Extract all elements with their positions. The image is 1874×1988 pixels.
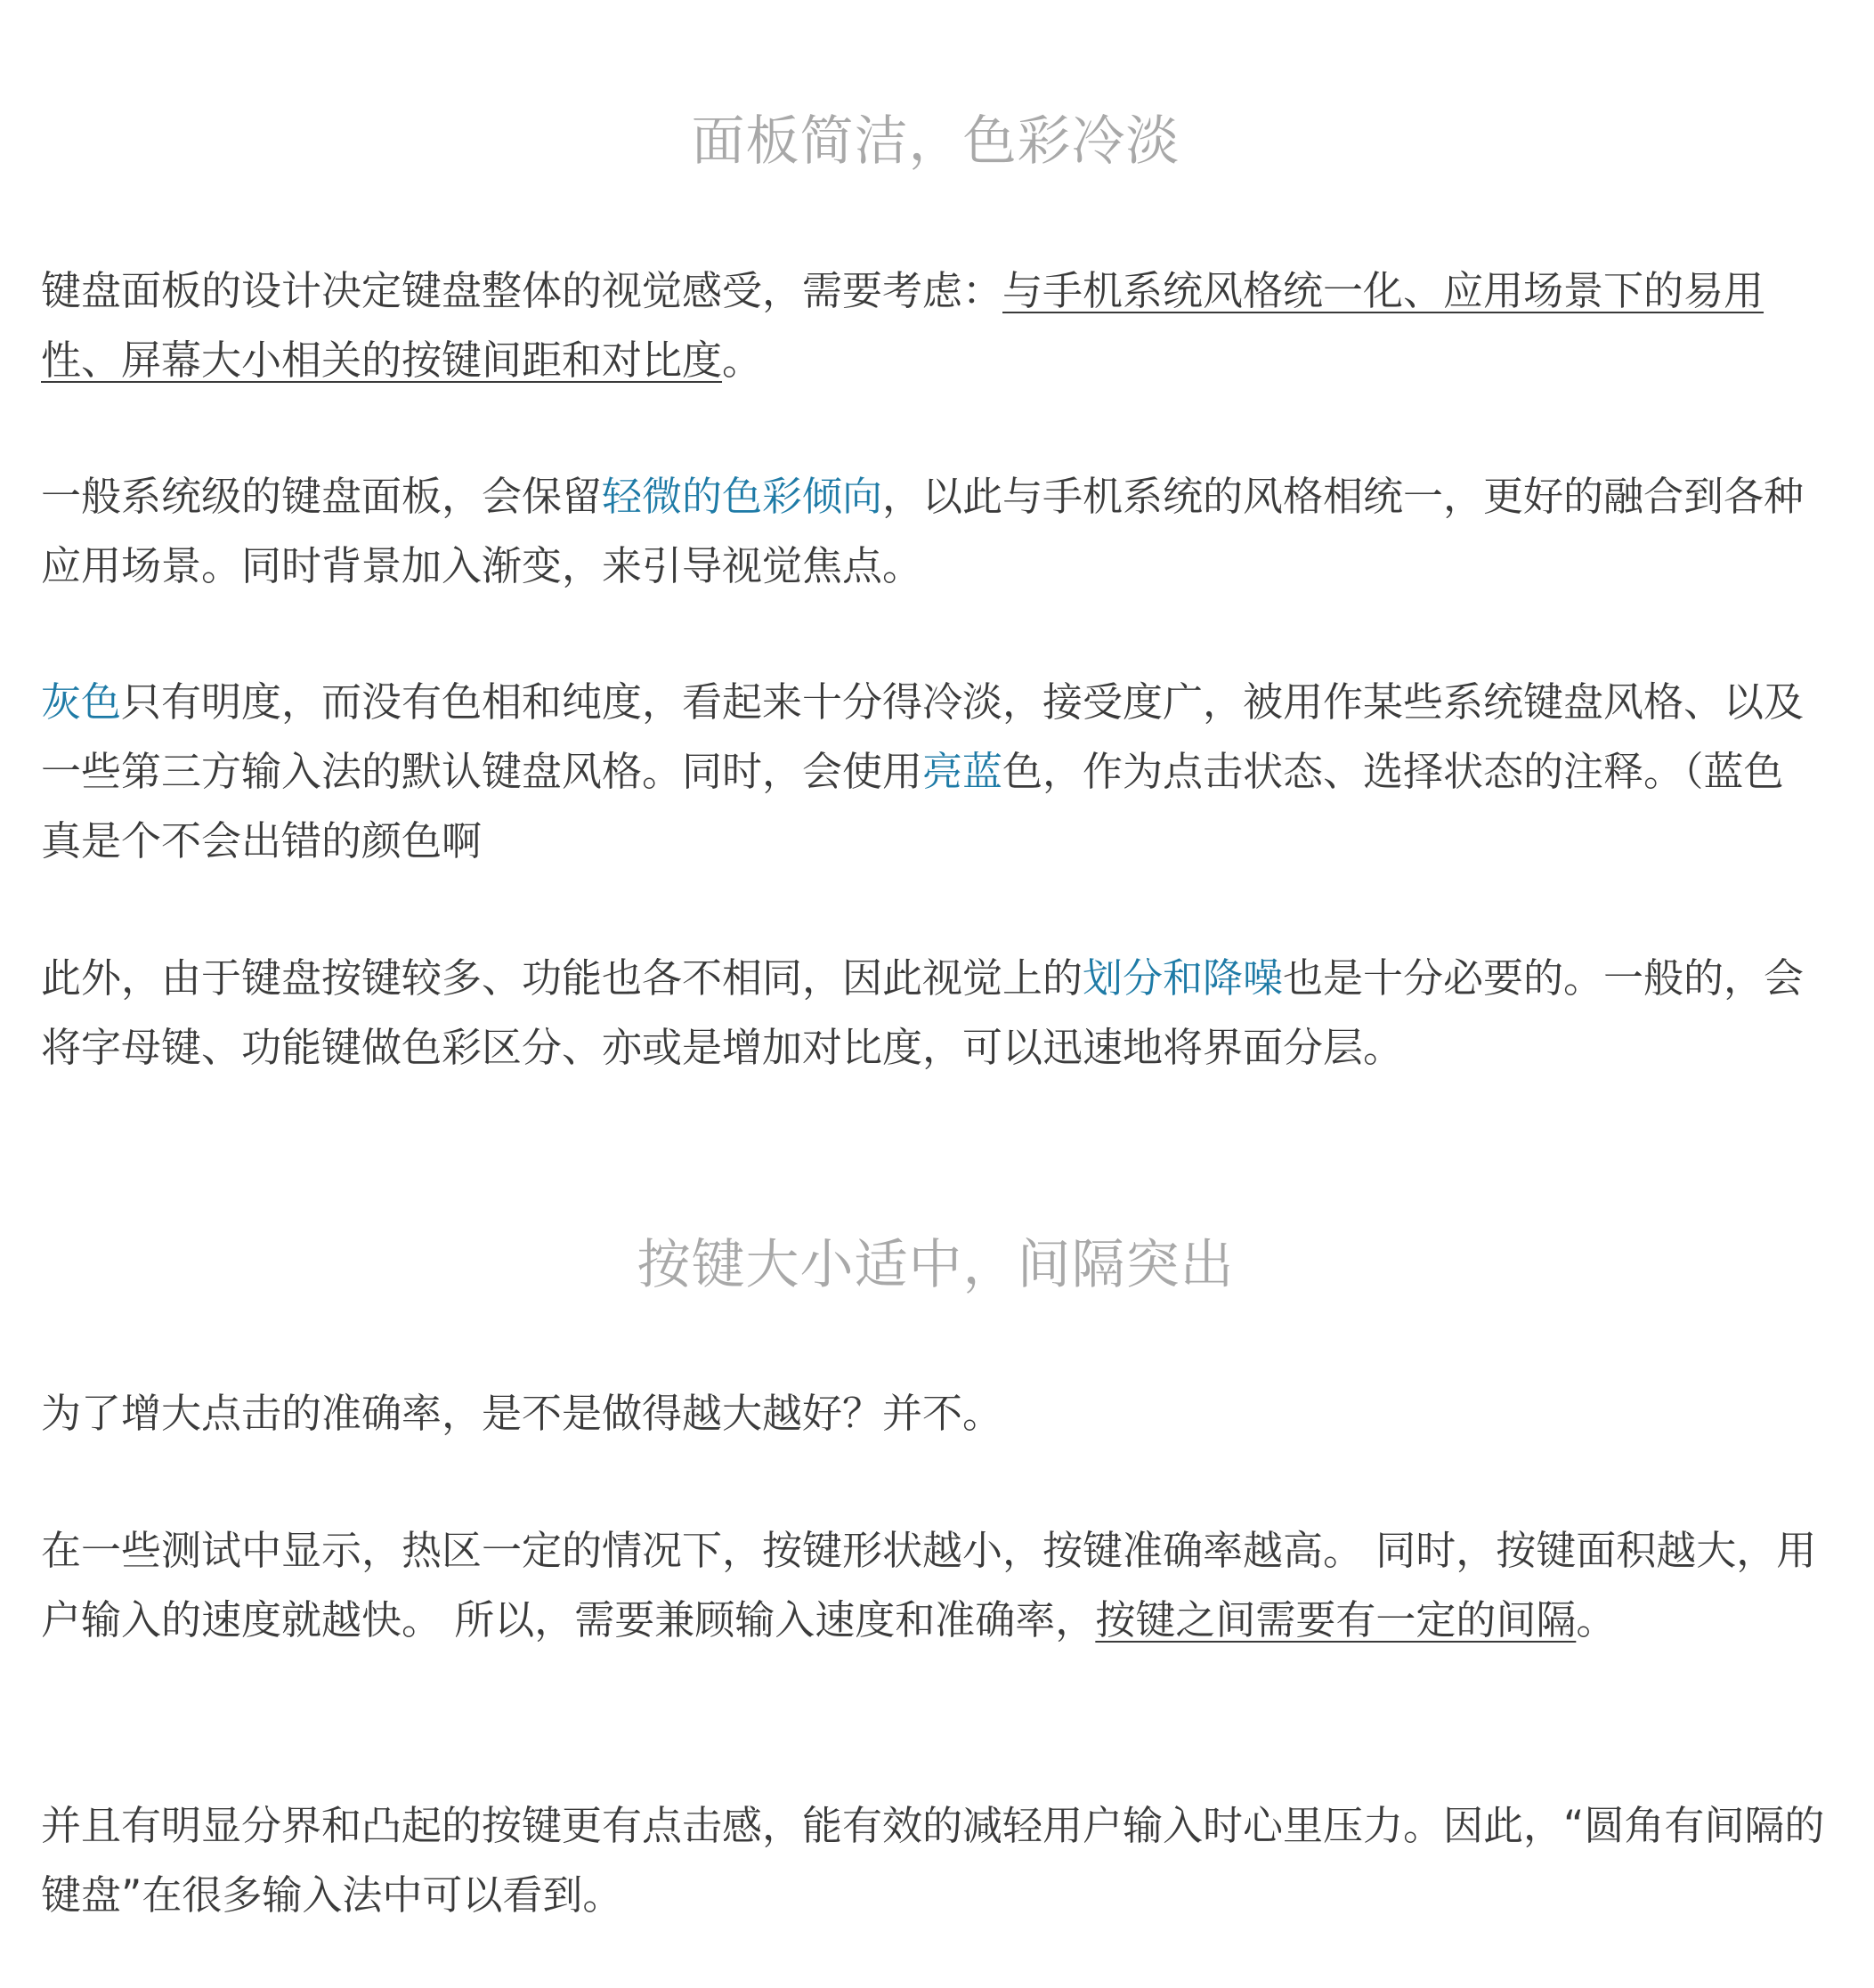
paragraph-gray-color [41, 668, 1813, 876]
text-segment: 在一些测试中显示，热区一定的情况下，按键形状越小，按键准确率越高。 同时，按键面积越大，用户输入的速度就越快。 所以，需要兼顾输入速度和准确率， [41, 1527, 1817, 1643]
paragraph-rounded-keys [41, 1791, 1830, 1930]
paragraph-test-results [41, 1516, 1830, 1655]
highlight-link[interactable]: 灰色 [41, 678, 122, 726]
highlight-link[interactable]: 亮蓝 [922, 748, 1003, 795]
text-segment: 为了增大点击的准确率，是不是做得越大越好？并不。 [41, 1390, 1003, 1437]
section-heading-panel: 面板简洁，色彩冷淡 [691, 110, 1180, 173]
underlined-text: 与手机系统风格统一化、应用场景下的易用性、屏幕大小相关的按键间距和对比度 [41, 267, 1764, 384]
section-heading-key-size: 按键大小适中，间隔突出 [637, 1234, 1235, 1296]
paragraph-panel-design [41, 256, 1830, 395]
text-segment: 只有明度，而没有色相和纯度，看起来十分得冷淡，接受度广，被用作某些系统键盘风格、以及一些第三方输入法的默认键盘风格。同时，会使用 [41, 678, 1805, 795]
text-segment: 也是十分必要的。一般的，会将字母键、功能键做色彩区分、亦或是增加对比度，可以迅速地将界面分层。 [41, 954, 1805, 1071]
text-segment: ，以此与手机系统的风格相统一，更好的融合到各种应用场景。同时背景加入渐变，来引导视觉焦点。 [41, 473, 1805, 589]
highlight-link[interactable]: 划分和降噪 [1083, 954, 1284, 1002]
highlight-link[interactable]: 轻微的色彩倾向 [602, 473, 883, 520]
text-segment: 色，作为点击状态、选择状态的注释。（蓝色真是个不会出错的颜色啊 [41, 748, 1784, 864]
text-segment: 。 [1576, 1596, 1617, 1643]
paragraph-accuracy-question [41, 1379, 1830, 1448]
text-segment: 并且有明显分界和凸起的按键更有点击感，能有效的减轻用户输入时心里压力。因此，“圆角有间隔的键盘”在很多输入法中可以看到。 [41, 1802, 1825, 1919]
text-segment: 。 [722, 337, 763, 384]
underlined-text: 按键之间需要有一定的间隔 [1095, 1596, 1577, 1643]
text-segment: 一般系统级的键盘面板，会保留 [41, 473, 603, 520]
paragraph-color-tendency [41, 462, 1830, 601]
paragraph-division-denoise [41, 944, 1830, 1083]
text-segment: 此外，由于键盘按键较多、功能也各不相同，因此视觉上的 [41, 954, 1083, 1002]
text-segment: 键盘面板的设计决定键盘整体的视觉感受，需要考虑： [41, 267, 1003, 314]
